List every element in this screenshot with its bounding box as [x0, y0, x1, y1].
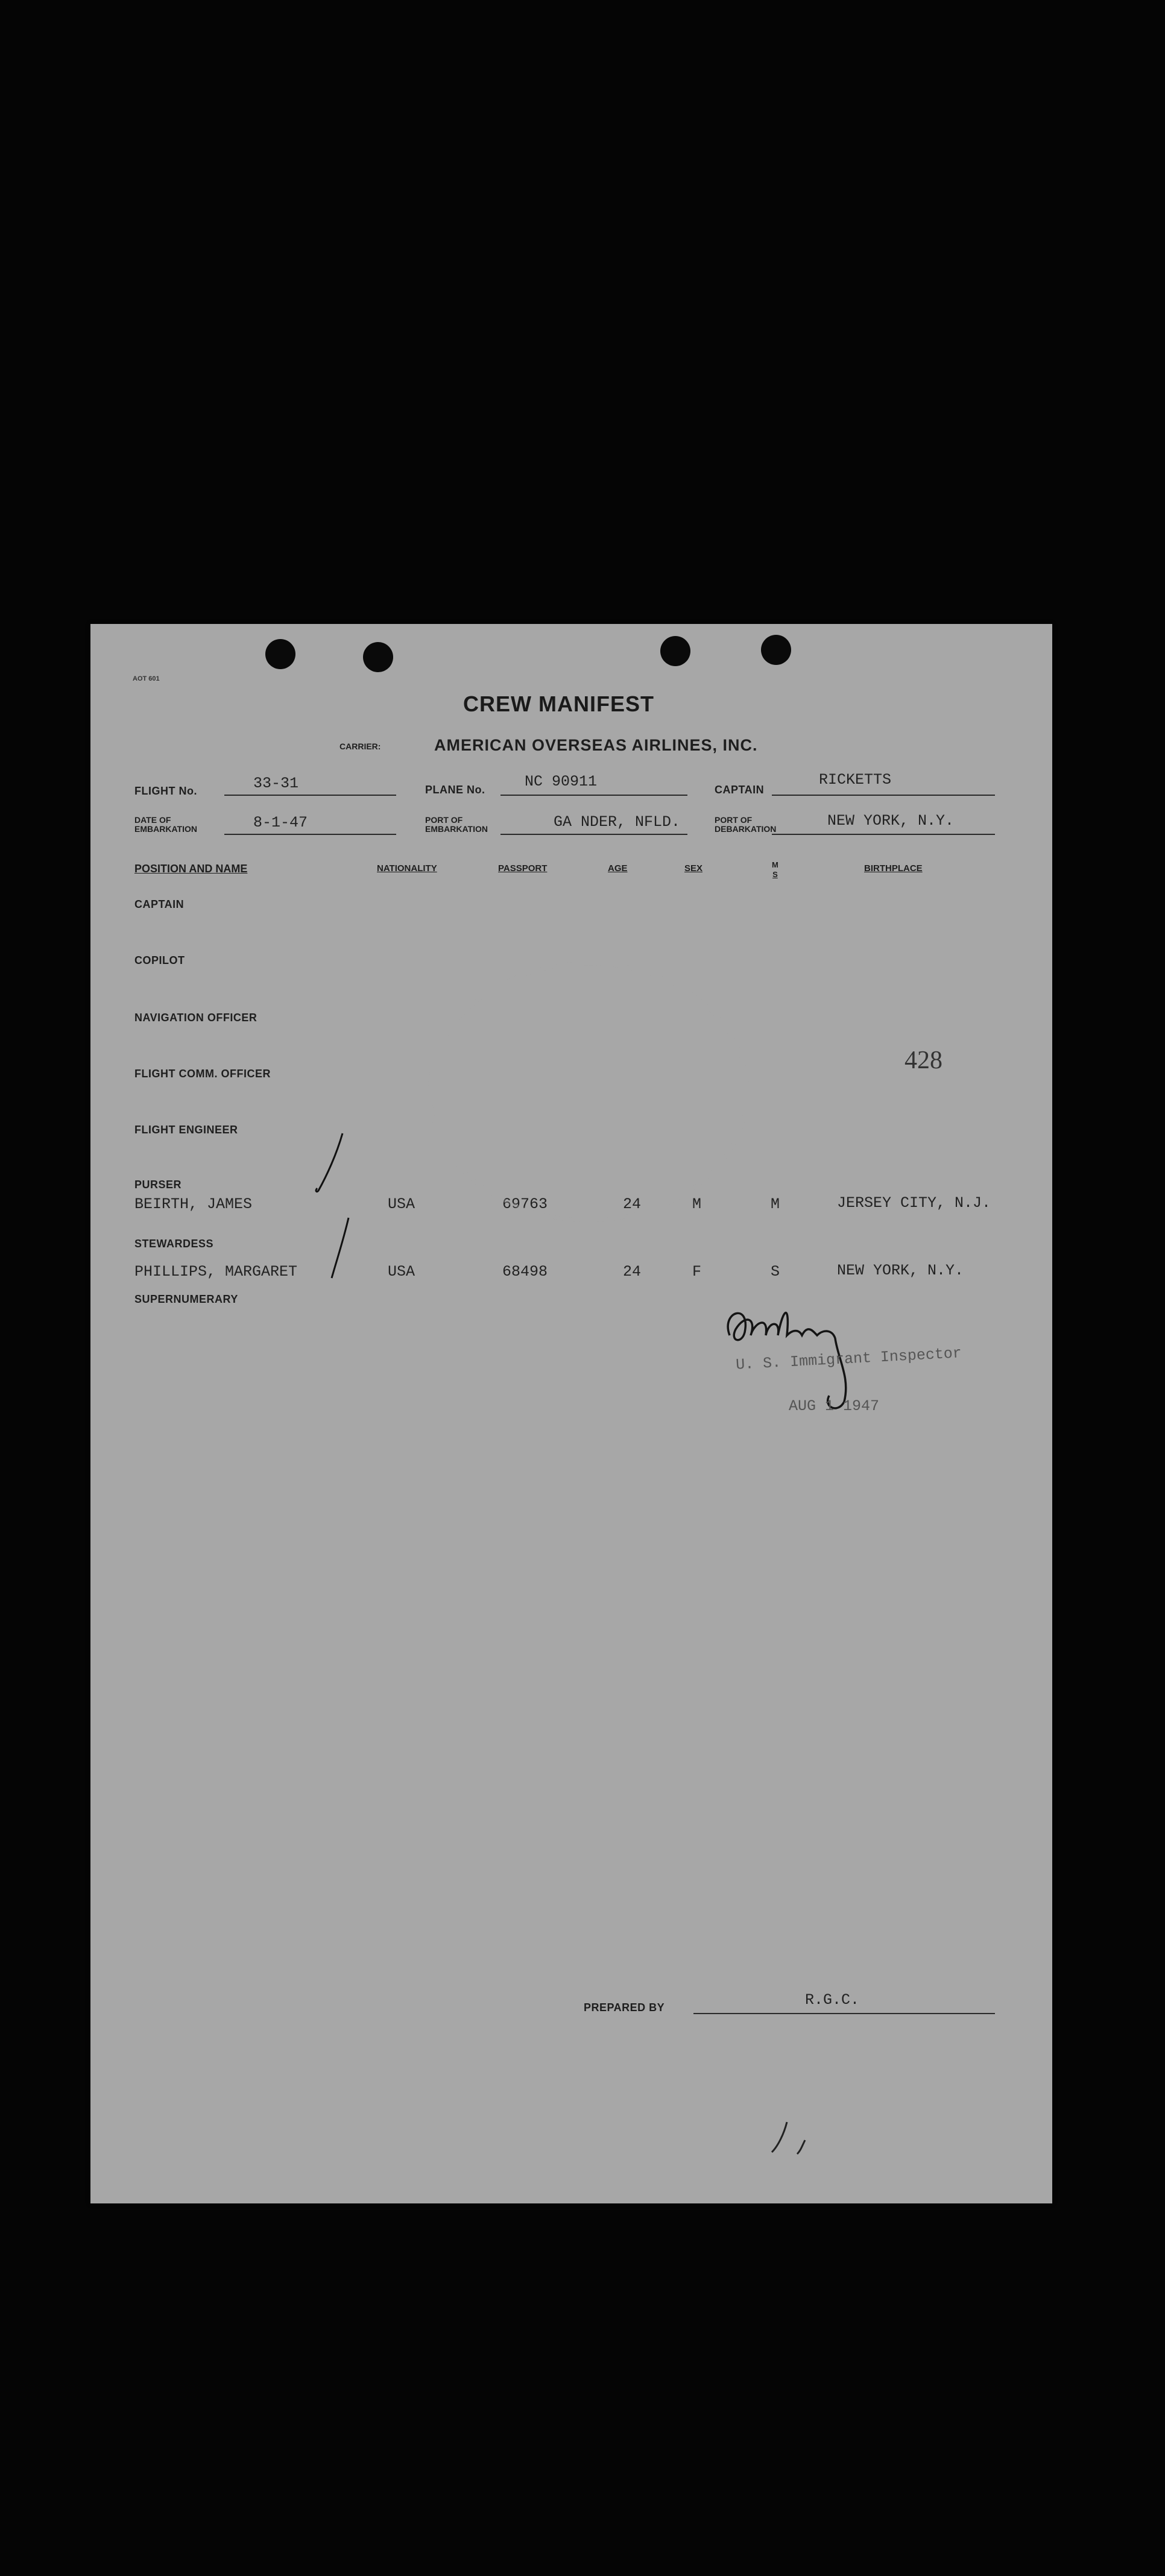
carrier-label: CARRIER:: [339, 742, 381, 751]
captain-underline: [772, 795, 995, 796]
stamp-date: AUG 1 1947: [789, 1397, 880, 1415]
port-debarkation-underline: [772, 834, 995, 835]
page-title: CREW MANIFEST: [463, 691, 654, 716]
prepared-by-value: R.G.C.: [805, 1991, 860, 2009]
crew-passport: 69763: [502, 1195, 548, 1213]
crew-name: PHILLIPS, MARGARET: [134, 1263, 298, 1280]
position-purser: PURSER: [134, 1179, 182, 1191]
crew-marital: M: [771, 1195, 780, 1213]
punch-hole: [363, 642, 393, 672]
column-header-position: POSITION AND NAME: [134, 863, 248, 875]
crew-nationality: USA: [388, 1195, 415, 1213]
crew-marital: S: [771, 1263, 780, 1280]
column-header-passport: PASSPORT: [498, 863, 548, 874]
captain-label: CAPTAIN: [715, 784, 765, 796]
column-header-birthplace: BIRTHPLACE: [864, 863, 923, 874]
position-supernumerary: SUPERNUMERARY: [134, 1293, 238, 1305]
position-flight-comm-officer: FLIGHT COMM. OFFICER: [134, 1068, 271, 1080]
port-embarkation-underline: [500, 834, 687, 835]
position-stewardess: STEWARDESS: [134, 1238, 214, 1250]
column-header-marital: M S: [772, 860, 778, 879]
crew-sex: M: [692, 1195, 702, 1213]
date-underline: [224, 834, 396, 835]
port-debarkation-label: PORT OF DEBARKATION: [715, 815, 777, 834]
port-debarkation-value: NEW YORK, N.Y.: [827, 812, 955, 830]
carrier-value: AMERICAN OVERSEAS AIRLINES, INC.: [434, 736, 758, 754]
pen-mark-icon: [766, 2113, 814, 2161]
check-mark-icon: [326, 1215, 356, 1281]
check-mark-icon: [314, 1130, 350, 1197]
inspector-stamp: U. S. Immigrant Inspector: [735, 1344, 962, 1374]
flight-underline: [224, 795, 396, 796]
crew-birthplace: NEW YORK, N.Y.: [837, 1262, 964, 1279]
captain-value: RICKETTS: [819, 771, 892, 789]
form-code: AOT 601: [133, 675, 160, 682]
flight-value: 33-31: [253, 775, 299, 792]
crew-age: 24: [623, 1263, 642, 1280]
crew-age: 24: [623, 1195, 642, 1213]
port-embarkation-value: GA NDER, NFLD.: [554, 813, 681, 831]
column-header-nationality: NATIONALITY: [377, 863, 437, 874]
prepared-by-underline: [693, 2013, 995, 2014]
date-value: 8-1-47: [253, 814, 308, 831]
crew-sex: F: [692, 1263, 702, 1280]
crew-birthplace: JERSEY CITY, N.J.: [837, 1194, 991, 1212]
flight-label: FLIGHT No.: [134, 785, 197, 797]
plane-label: PLANE No.: [425, 784, 485, 796]
position-flight-engineer: FLIGHT ENGINEER: [134, 1124, 238, 1136]
punch-hole: [660, 636, 690, 666]
prepared-by-label: PREPARED BY: [584, 2001, 665, 2014]
crew-nationality: USA: [388, 1263, 415, 1280]
plane-underline: [500, 795, 687, 796]
watermark-ghost: [428, 962, 749, 1222]
position-navigation-officer: NAVIGATION OFFICER: [134, 1012, 257, 1024]
column-header-sex: SEX: [684, 863, 703, 874]
position-copilot: COPILOT: [134, 954, 185, 966]
punch-hole: [761, 635, 791, 665]
crew-name: BEIRTH, JAMES: [134, 1195, 253, 1213]
port-embarkation-label: PORT OF EMBARKATION: [425, 815, 488, 834]
punch-hole: [265, 639, 295, 669]
position-captain: CAPTAIN: [134, 898, 185, 910]
date-label: DATE OF EMBARKATION: [134, 815, 197, 834]
page-number: 428: [905, 1047, 942, 1074]
crew-passport: 68498: [502, 1263, 548, 1280]
manifest-sheet: [90, 624, 1052, 2203]
plane-value: NC 90911: [525, 773, 598, 790]
column-header-age: AGE: [608, 863, 628, 874]
